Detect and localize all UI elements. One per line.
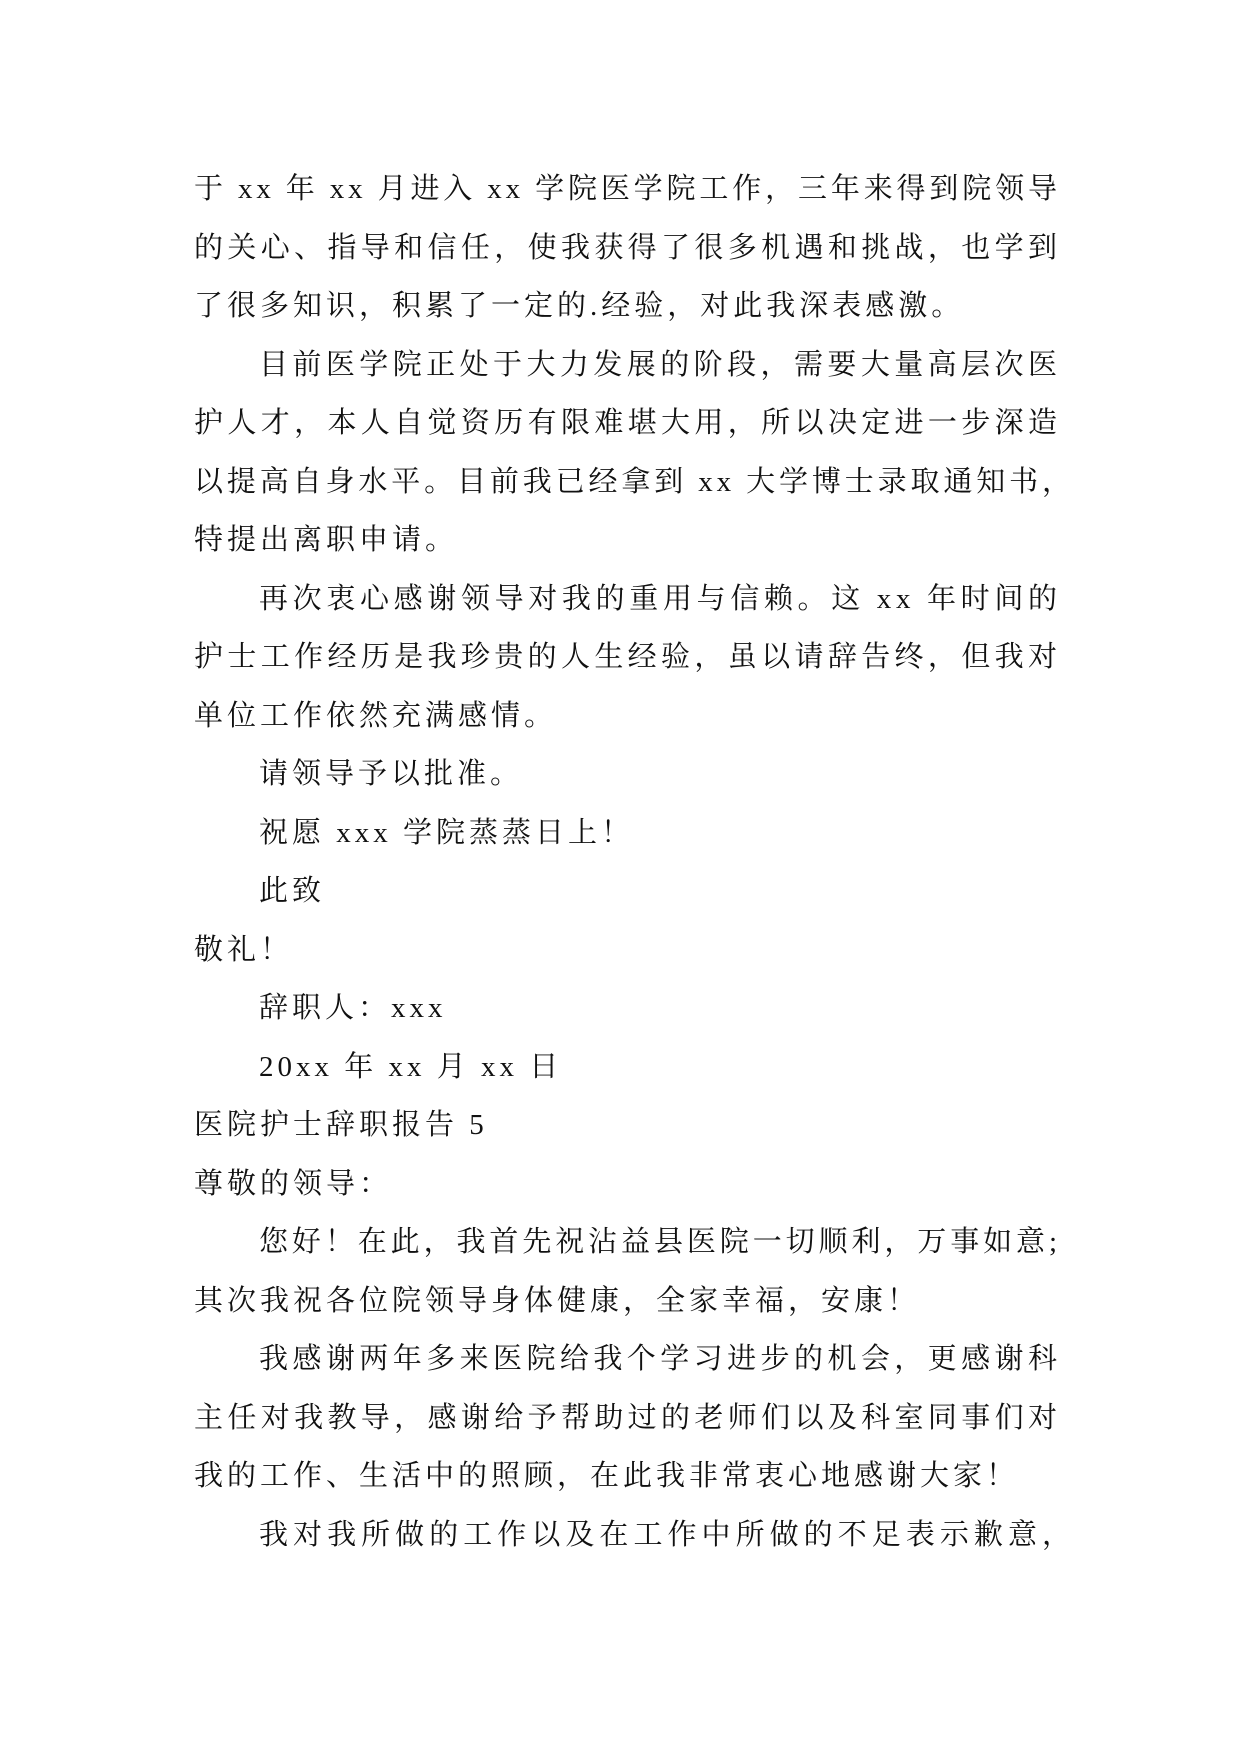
closing-regards: 敬礼！ — [194, 933, 294, 966]
request-line: 请领导予以批准。 — [259, 758, 524, 790]
date-line: 20xx 年 xx 月 xx 日 — [259, 1050, 563, 1083]
wish-line: 祝愿 xxx 学院蒸蒸日上！ — [259, 816, 635, 849]
body-text-line: 的关心、指导和信任，使我获得了很多机遇和挑战，也学到 — [194, 231, 1062, 264]
body-text-line: 护士工作经历是我珍贵的人生经验，虽以请辞告终，但我对 — [194, 641, 1062, 673]
body-text-line: 我对我所做的工作以及在工作中所做的不足表示歉意， — [259, 1518, 1077, 1551]
body-text-line: 其次我祝各位院领导身体健康，全家幸福，安康！ — [194, 1284, 921, 1317]
body-text-line: 了很多知识，积累了一定的.经验，对此我深表感激。 — [194, 290, 965, 322]
body-text-line: 单位工作依然充满感情。 — [194, 699, 558, 732]
section-heading: 医院护士辞职报告 5 — [194, 1109, 488, 1141]
body-text-line: 护人才，本人自觉资历有限难堪大用，所以决定进一步深造 — [194, 407, 1062, 439]
body-text-line: 目前医学院正处于大力发展的阶段，需要大量高层次医 — [259, 348, 1062, 381]
body-text-line: 特提出离职申请。 — [194, 524, 459, 556]
body-text-line: 主任对我教导，感谢给予帮助过的老师们以及科室同事们对 — [194, 1401, 1062, 1434]
closing-line: 此致 — [259, 875, 326, 907]
body-text-line: 再次衷心感谢领导对我的重用与信赖。这 xx 年时间的 — [259, 582, 1062, 615]
body-text-line: 以提高自身水平。目前我已经拿到 xx 大学博士录取通知书， — [194, 465, 1075, 498]
body-text-line: 于 xx 年 xx 月进入 xx 学院医学院工作，三年来得到院领导 — [194, 173, 1061, 205]
salutation: 尊敬的领导： — [194, 1167, 393, 1200]
body-text-line: 我的工作、生活中的照顾，在此我非常衷心地感谢大家！ — [194, 1460, 1020, 1492]
body-text-line: 您好！在此，我首先祝沾益县医院一切顺利，万事如意; — [259, 1226, 1061, 1258]
signature-line: 辞职人：xxx — [259, 992, 447, 1024]
body-text-line: 我感谢两年多来医院给我个学习进步的机会，更感谢科 — [259, 1343, 1062, 1375]
